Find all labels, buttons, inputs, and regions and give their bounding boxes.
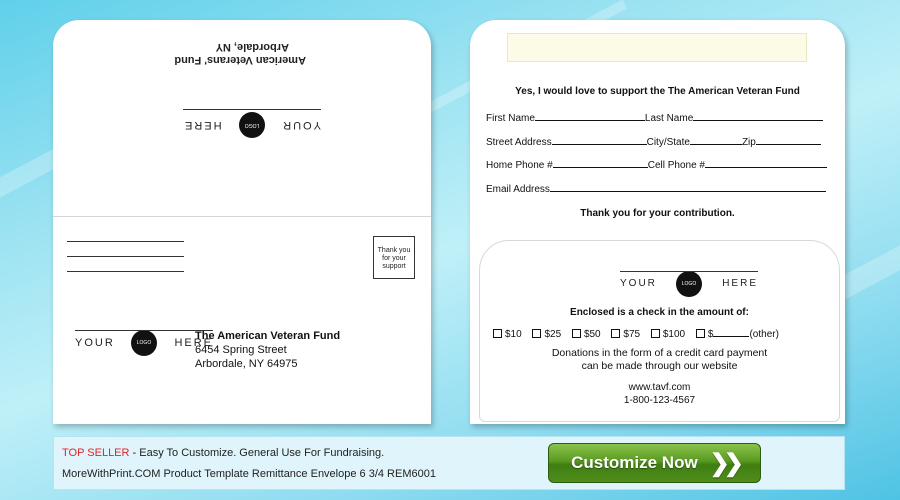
logo-circle: LOGO (676, 271, 702, 297)
form-row-email (486, 182, 826, 195)
customize-now-button[interactable] (548, 443, 761, 483)
logo-here-text: HERE (183, 119, 222, 131)
amount-option[interactable] (611, 329, 640, 340)
form-row-phone (486, 158, 827, 171)
logo-your-text: YOUR (620, 278, 657, 289)
address-line (67, 241, 184, 242)
other-amount-line[interactable] (713, 327, 749, 337)
donation-note-line1: Donations in the form of a credit card payment (551, 347, 768, 359)
email-line[interactable] (550, 182, 826, 192)
return-city: Arbordale, NY 64975 (195, 358, 298, 370)
flap-fund-city: Arbordale, NY (215, 41, 289, 53)
flap-logo (183, 110, 321, 138)
website-text: www.tavf.com (628, 382, 691, 393)
return-street: 6454 Spring Street (195, 344, 287, 356)
flap-fold-line (53, 216, 431, 217)
product-line: MoreWithPrint.COM Product Template Remittance Envelope 6 3/4 REM6001 (62, 468, 436, 480)
logo-circle: LOGO (131, 330, 157, 356)
logo-here-text: HERE (722, 278, 758, 289)
logo-here-text: HERE (174, 337, 213, 349)
envelope-form (470, 20, 845, 424)
pocket-logo (620, 271, 758, 299)
contact-info (480, 381, 839, 407)
amount-label: $ (707, 329, 714, 340)
envelope-pocket (479, 240, 840, 422)
label-area (507, 33, 807, 62)
address-line (67, 256, 184, 257)
first-name-label: First Name (486, 113, 535, 124)
donation-note (480, 347, 839, 373)
phone-text: 1-800-123-4567 (623, 395, 696, 406)
checkbox[interactable] (493, 329, 502, 338)
return-address (195, 330, 340, 370)
amount-option[interactable] (532, 329, 561, 340)
logo-rule (75, 330, 213, 331)
amount-label: $50 (583, 329, 601, 340)
checkbox[interactable] (651, 329, 660, 338)
customize-now-label: Customize Now (571, 453, 698, 472)
amount-option[interactable] (493, 329, 522, 340)
amount-options (493, 327, 787, 340)
form-row-name (486, 111, 823, 124)
home-phone-line[interactable] (553, 158, 648, 168)
banner-tagline (62, 447, 384, 459)
donation-note-line2: can be made through our website (581, 360, 738, 372)
amount-option[interactable] (651, 329, 685, 340)
last-name-line[interactable] (693, 111, 823, 121)
street-label: Street Address (486, 137, 552, 148)
checkbox[interactable] (532, 329, 541, 338)
logo-your-text: YOUR (281, 119, 321, 131)
logo-rule (620, 271, 758, 272)
city-state-line[interactable] (690, 135, 742, 145)
amount-option-other[interactable] (696, 329, 779, 340)
amount-label: $10 (505, 329, 522, 340)
address-line (67, 271, 184, 272)
first-name-line[interactable] (535, 111, 645, 121)
amount-label: $75 (623, 329, 641, 340)
checkbox[interactable] (696, 329, 705, 338)
support-title: Yes, I would love to support the The American Veteran Fund (515, 86, 800, 97)
checkbox[interactable] (611, 329, 620, 338)
city-state-label: City/State (646, 137, 690, 148)
stamp-box: Thank you for your support (373, 236, 415, 279)
return-logo (75, 330, 213, 358)
enclosed-heading: Enclosed is a check in the amount of: (570, 307, 749, 318)
form-row-address (486, 135, 821, 148)
product-banner (53, 436, 845, 490)
other-label: (other) (749, 329, 779, 340)
email-label: Email Address (486, 184, 550, 195)
envelope-back (53, 20, 431, 424)
street-line[interactable] (552, 135, 647, 145)
tagline-text: - Easy To Customize. General Use For Fundraising. (129, 447, 385, 459)
home-phone-label: Home Phone # (486, 160, 553, 171)
zip-line[interactable] (756, 135, 821, 145)
logo-circle: LOGO (239, 112, 265, 138)
logo-your-text: YOUR (75, 337, 115, 349)
top-seller-badge: TOP SELLER (62, 447, 130, 459)
last-name-label: Last Name (644, 113, 694, 124)
logo-rule (183, 109, 321, 110)
thanks-text: Thank you for your contribution. (580, 208, 735, 219)
checkbox[interactable] (572, 329, 581, 338)
flap-fund-name: American Veterans' Fund (174, 54, 306, 66)
cell-phone-label: Cell Phone # (647, 160, 705, 171)
amount-option[interactable] (572, 329, 601, 340)
zip-label: Zip (741, 137, 756, 148)
envelope-flap (53, 20, 431, 210)
amount-label: $100 (662, 329, 686, 340)
cell-phone-line[interactable] (705, 158, 827, 168)
amount-label: $25 (544, 329, 562, 340)
double-chevron-right-icon: ❯❯ (709, 449, 738, 477)
return-name: The American Veteran Fund (195, 330, 341, 342)
